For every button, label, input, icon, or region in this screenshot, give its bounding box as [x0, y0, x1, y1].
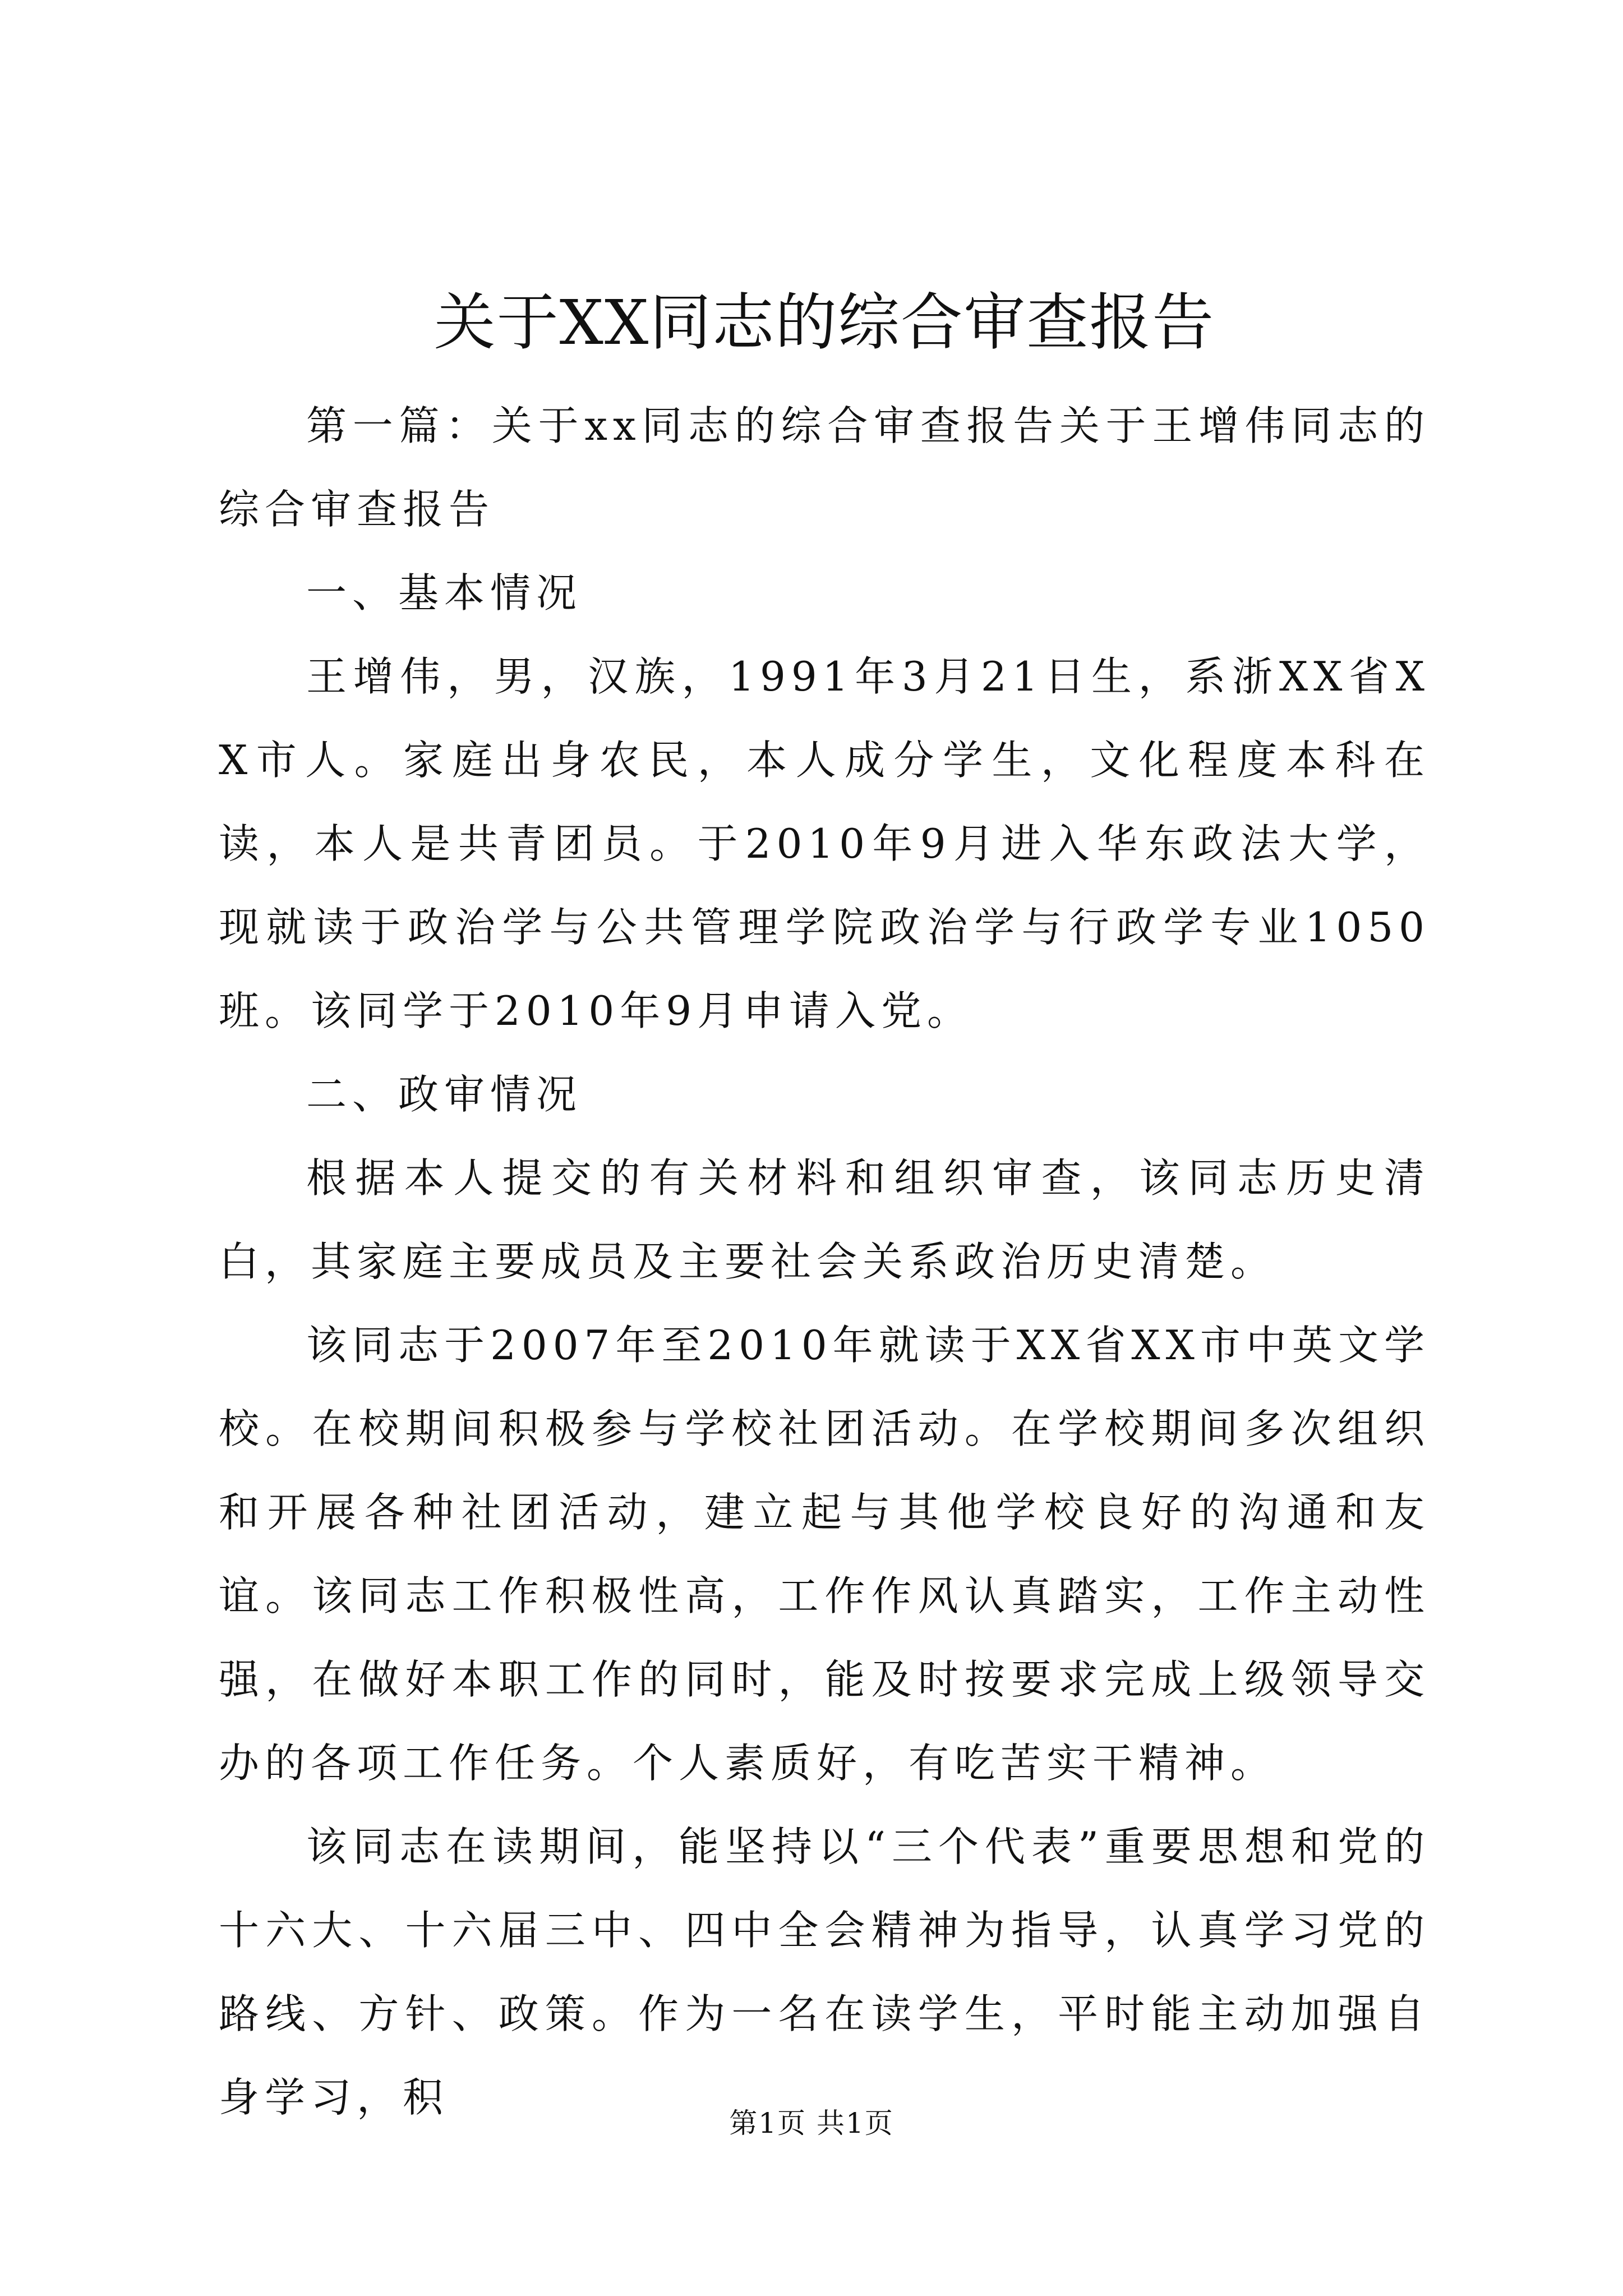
paragraph-intro: 第一篇：关于xx同志的综合审查报告关于王增伟同志的综合审查报告: [219, 402, 1430, 533]
paragraph-school-history: 该同志于2007年至2010年就读于XX省XX市中英文学校。在校期间积极参与学校社团活动。在学校期间多次组织和开展各种社团活动，建立起与其他学校良好的沟通和友谊。该同志工作积极性高，工作作风认真踏实，工作主动性强，在做好本职工作的同时，能及时按要求完成上级领导交办的各项工作任务。个人素质好，有吃苦实干精神。: [219, 1322, 1430, 1787]
paragraph-review-result: 根据本人提交的有关材料和组织审查，该同志历史清白，其家庭主要成员及主要社会关系政治历史清楚。: [219, 1154, 1430, 1285]
section-heading-basic-info: 一、基本情况: [306, 569, 583, 616]
document-body: [219, 283, 1430, 2139]
section-heading-political-review: 二、政审情况: [306, 1071, 583, 1118]
page-footer: 第1页 共1页: [729, 2107, 894, 2139]
paragraph-study-performance: 该同志在读期间，能坚持以“三个代表”重要思想和党的十六大、十六届三中、四中全会精神为指导，认真学习党的路线、方针、政策。作为一名在读学生，平时能主动加强自身学习，积: [219, 1823, 1430, 2121]
document-title: 关于XX同志的综合审查报告: [434, 287, 1215, 358]
paragraph-basic-info: 王增伟，男，汉族，1991年3月21日生，系浙XX省XX市人。家庭出身农民，本人成分学生，文化程度本科在读，本人是共青团员。于2010年9月进入华东政法大学，现就读于政治学与公共管理学院政治学与行政学专业1050班。该同学于2010年9月申请入党。: [219, 653, 1430, 1034]
